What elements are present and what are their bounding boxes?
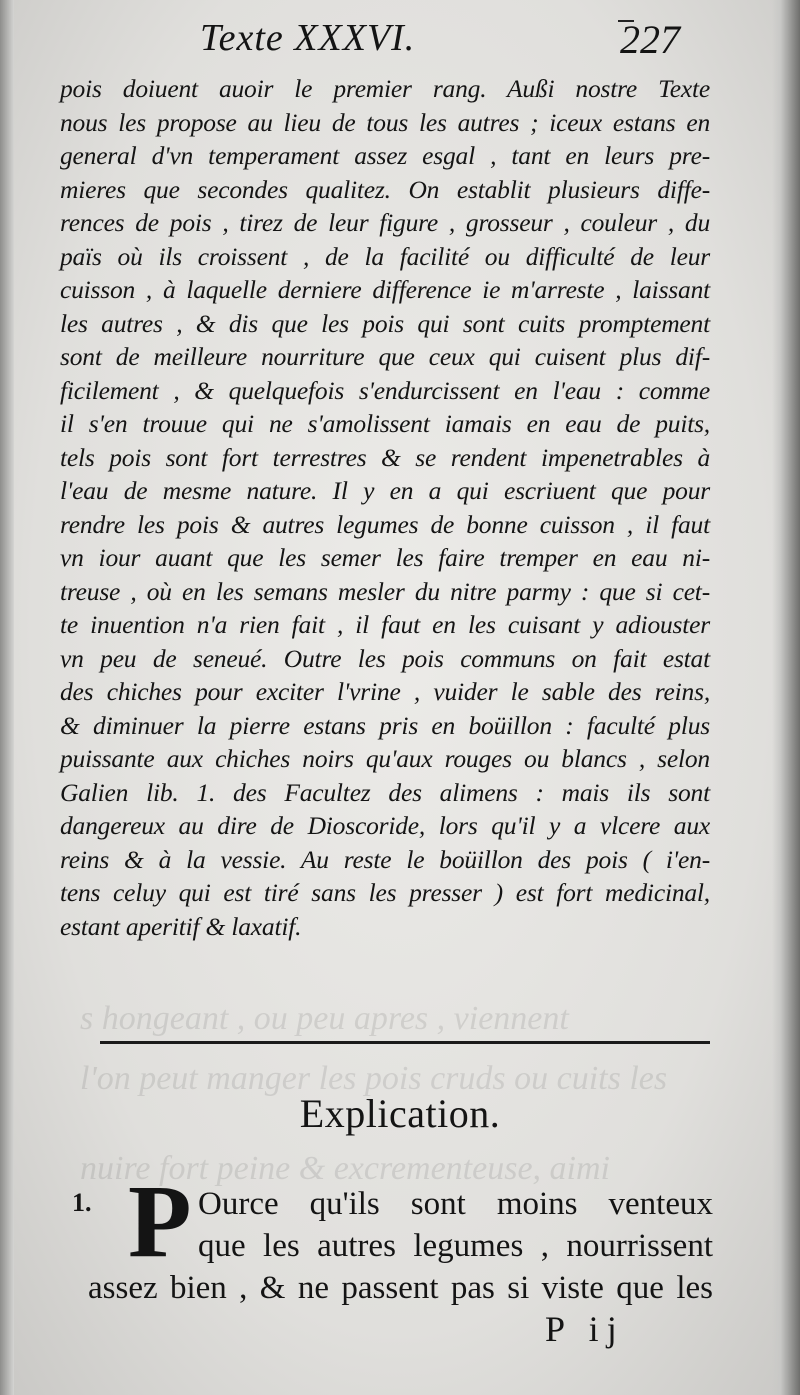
text-line: vn peu de seneué. Outre les pois communs on fait estat (60, 643, 710, 673)
text-line: des chiches pour exciter l'vrine , vuider le sable des reins, (60, 677, 710, 706)
text-line: dangereux au dire de Dioscoride, lors qu'il y a vlcere aux (60, 811, 710, 840)
signature-mark: P ij (545, 1309, 625, 1349)
body-text (60, 72, 710, 943)
text-line: tens celuy qui est tiré sans les presser ) est fort medicinal, (60, 878, 710, 907)
text-line: vn iour auant que les semer les faire tremper en eau ni- (60, 543, 710, 572)
section-heading: Explication. (299, 1091, 501, 1136)
text-line: treuse , où en les semans mesler du nitre parmy : que si cet- (60, 576, 710, 606)
text-line: general d'vn temperament assez esgal , tant en leurs pre- (60, 141, 710, 170)
text-line: pois doiuent auoir le premier rang. Außi nostre Texte (60, 74, 710, 103)
text-line: sont de meilleure nourriture que ceux qui cuisent plus dif- (60, 342, 710, 371)
text-line: il s'en trouue qui ne s'amolissent iamais en eau de puits, (60, 409, 710, 438)
text-line: mieres que secondes qualitez. On establit plusieurs diffe- (60, 174, 710, 204)
text-line: assez bien , & ne passent pas si viste que les (88, 1270, 713, 1306)
text-line: que les autres legumes , nourrissent (198, 1228, 713, 1264)
drop-cap-letter: P (128, 1164, 192, 1279)
text-line: nous les propose au lieu de tous les autres ; iceux estans en (60, 107, 710, 137)
text-line: l'eau de mesme nature. Il y en a qui escriuent que pour (60, 476, 710, 505)
section-divider-rule (100, 1041, 710, 1044)
show-through-text: s hongeant , ou peu apres , viennent (80, 1000, 569, 1037)
running-title: Texte XXXVI. (200, 17, 416, 59)
text-line: reins & à la vessie. Au reste le boüillon des pois ( i'en- (60, 844, 710, 874)
text-line: estant aperitif & laxatif. (60, 911, 302, 941)
text-line: les autres , & dis que les pois qui sont cuits promptement (60, 308, 710, 338)
text-line: Galien lib. 1. des Facultez des alimens : mais ils sont (60, 777, 710, 807)
page-number: 227 (620, 17, 680, 62)
text-line: rences de pois , tirez de leur figure , grosseur , couleur , du (60, 208, 710, 237)
show-through-text: l'on peut manger les pois cruds ou cuits les (80, 1060, 668, 1097)
text-line: puissante aux chiches noirs qu'aux rouges ou blancs , selon (60, 744, 710, 773)
text-line: te inuention n'a rien fait , il faut en les cuisant y adiouster (60, 610, 710, 639)
text-line: Ource qu'ils sont moins venteux (198, 1186, 713, 1222)
text-line: cuisson , à laquelle derniere difference ie m'arreste , laissant (60, 275, 710, 304)
text-line: tels pois sont fort terrestres & se rendent impenetrables à (60, 442, 710, 472)
page-gutter-shadow (0, 0, 14, 1395)
page-header (200, 16, 720, 76)
page-edge-shadow (772, 0, 800, 1395)
text-line: & diminuer la pierre estans pris en boüillon : faculté plus (60, 710, 710, 740)
text-line: ficilement , & quelquefois s'endurcissent en l'eau : comme (60, 375, 710, 405)
show-through-text: nuire fort peine & excrementeuse, aimi (80, 1150, 610, 1187)
text-line: païs où ils croissent , de la facilité ou difficulté de leur (60, 241, 710, 271)
text-line: rendre les pois & autres legumes de bonne cuisson , il faut (60, 509, 710, 539)
paragraph-number: 1. (72, 1188, 92, 1217)
